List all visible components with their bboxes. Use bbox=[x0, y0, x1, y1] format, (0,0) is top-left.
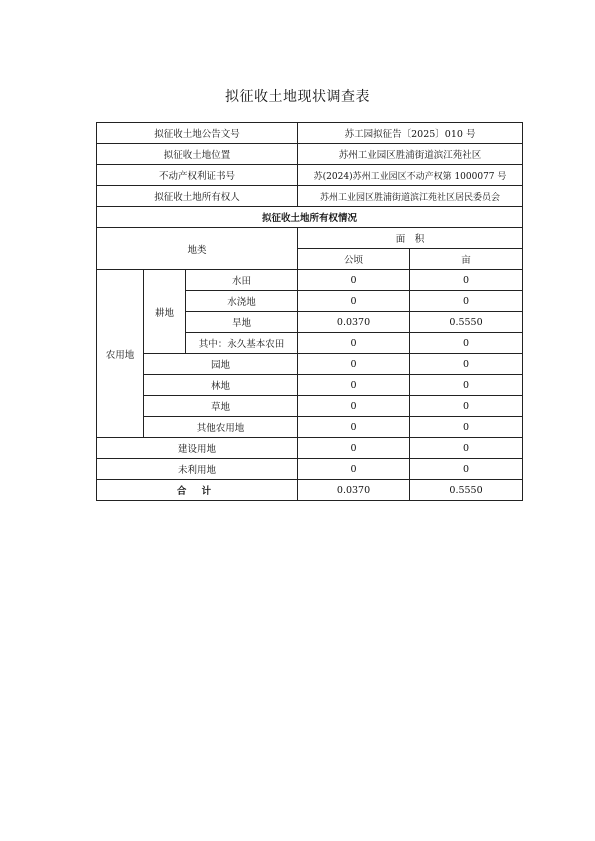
table-row bbox=[97, 375, 523, 396]
irrigated-label: 水浇地 bbox=[186, 291, 298, 312]
construction-mu: 0 bbox=[410, 438, 523, 459]
owner-value: 苏州工业园区胜浦街道滨江苑社区居民委员会 bbox=[298, 186, 523, 207]
area-header: 面 积 bbox=[298, 228, 523, 249]
dry-mu: 0.5550 bbox=[410, 312, 523, 333]
forest-label: 林地 bbox=[144, 375, 298, 396]
hectare-header: 公顷 bbox=[298, 249, 410, 270]
total-hectare: 0.0370 bbox=[298, 480, 410, 501]
total-label: 合 计 bbox=[97, 480, 298, 501]
irrigated-hectare: 0 bbox=[298, 291, 410, 312]
permanent-mu: 0 bbox=[410, 333, 523, 354]
garden-label: 园地 bbox=[144, 354, 298, 375]
cultivated-group-label: 耕地 bbox=[144, 270, 186, 354]
paddy-mu: 0 bbox=[410, 270, 523, 291]
total-row bbox=[97, 480, 523, 501]
land-type-header: 地类 bbox=[97, 228, 298, 270]
grass-mu: 0 bbox=[410, 396, 523, 417]
table-row bbox=[97, 354, 523, 375]
table-row bbox=[97, 396, 523, 417]
location-row bbox=[97, 144, 523, 165]
cert-value: 苏(2024)苏州工业园区不动产权第 1000077 号 bbox=[298, 165, 523, 186]
garden-mu: 0 bbox=[410, 354, 523, 375]
unused-hectare: 0 bbox=[298, 459, 410, 480]
location-value: 苏州工业园区胜浦街道滨江苑社区 bbox=[298, 144, 523, 165]
notice-value: 苏工园拟征告〔2025〕010 号 bbox=[298, 123, 523, 144]
mu-header: 亩 bbox=[410, 249, 523, 270]
construction-hectare: 0 bbox=[298, 438, 410, 459]
permanent-hectare: 0 bbox=[298, 333, 410, 354]
owner-row bbox=[97, 186, 523, 207]
table-row bbox=[97, 270, 523, 291]
cert-row bbox=[97, 165, 523, 186]
table-row bbox=[97, 459, 523, 480]
location-label: 拟征收土地位置 bbox=[97, 144, 298, 165]
forest-mu: 0 bbox=[410, 375, 523, 396]
garden-hectare: 0 bbox=[298, 354, 410, 375]
table-row bbox=[97, 417, 523, 438]
grass-label: 草地 bbox=[144, 396, 298, 417]
cert-label: 不动产权利证书号 bbox=[97, 165, 298, 186]
unused-mu: 0 bbox=[410, 459, 523, 480]
forest-hectare: 0 bbox=[298, 375, 410, 396]
table-row bbox=[97, 438, 523, 459]
irrigated-mu: 0 bbox=[410, 291, 523, 312]
ownership-header: 拟征收土地所有权情况 bbox=[97, 207, 523, 228]
ownership-header-row bbox=[97, 207, 523, 228]
notice-label: 拟征收土地公告文号 bbox=[97, 123, 298, 144]
grass-hectare: 0 bbox=[298, 396, 410, 417]
area-header-row bbox=[97, 228, 523, 249]
paddy-label: 水田 bbox=[186, 270, 298, 291]
notice-row bbox=[97, 123, 523, 144]
page-title: 拟征收土地现状调查表 bbox=[225, 89, 370, 105]
unused-label: 未利用地 bbox=[97, 459, 298, 480]
other-agri-hectare: 0 bbox=[298, 417, 410, 438]
construction-label: 建设用地 bbox=[97, 438, 298, 459]
land-survey-table bbox=[96, 122, 523, 501]
other-agri-label: 其他农用地 bbox=[144, 417, 298, 438]
other-agri-mu: 0 bbox=[410, 417, 523, 438]
total-mu: 0.5550 bbox=[410, 480, 523, 501]
paddy-hectare: 0 bbox=[298, 270, 410, 291]
dry-label: 旱地 bbox=[186, 312, 298, 333]
dry-hectare: 0.0370 bbox=[298, 312, 410, 333]
owner-label: 拟征收土地所有权人 bbox=[97, 186, 298, 207]
permanent-label: 其中：永久基本农田 bbox=[186, 333, 298, 354]
agricultural-group-label: 农用地 bbox=[97, 270, 144, 438]
